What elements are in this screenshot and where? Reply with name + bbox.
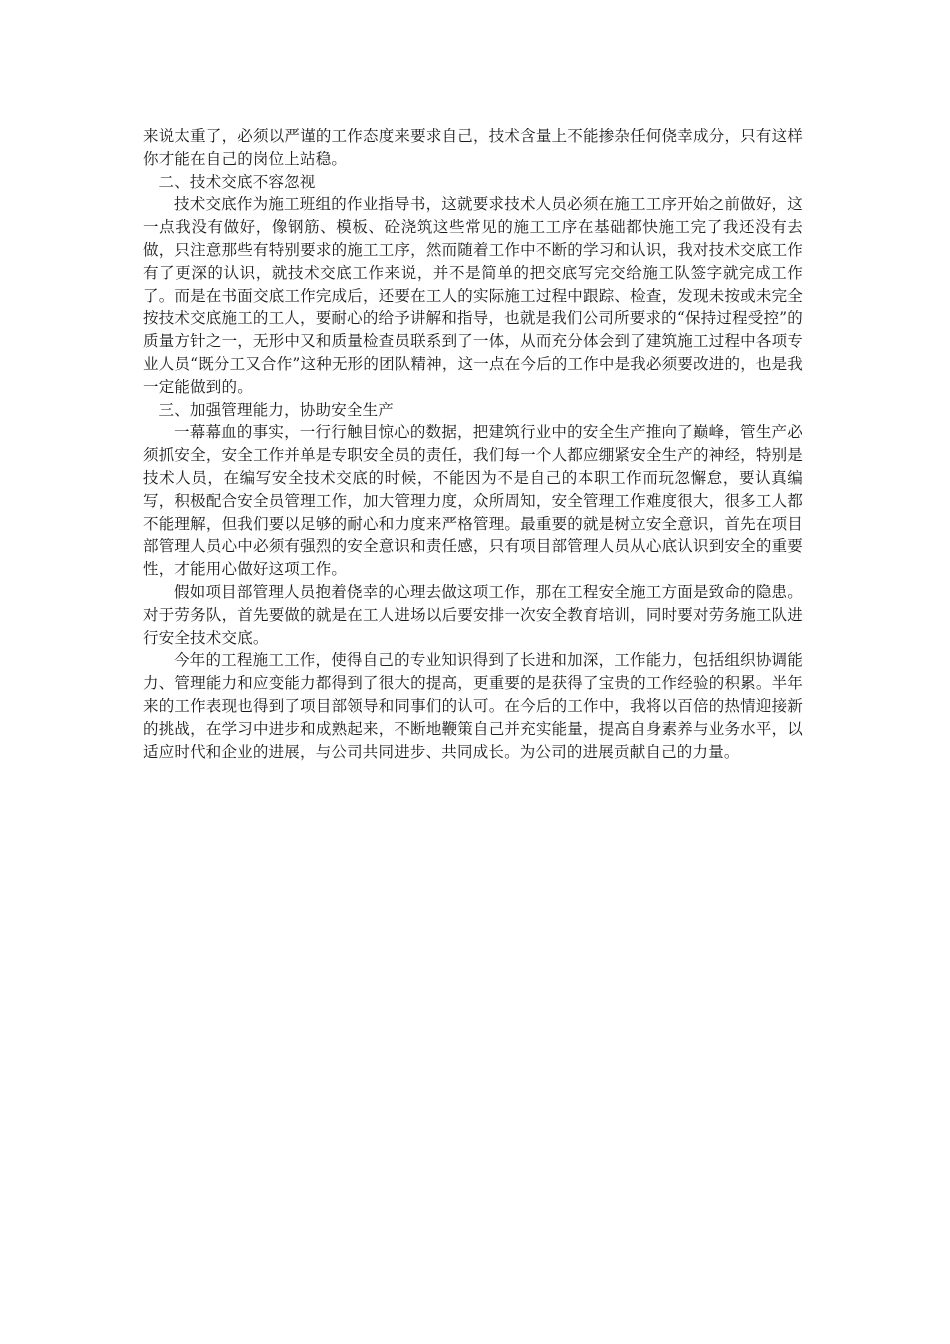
paragraph-continuation: 来说太重了，必须以严谨的工作态度来要求自己，技术含量上不能掺杂任何侥幸成分，只有这样你才能在自己的岗位上站稳。 (143, 127, 803, 168)
document-body (143, 125, 803, 763)
paragraph-safety-awareness: 一幕幕血的事实，一行行触目惊心的数据，把建筑行业中的安全生产推向了巅峰，管生产必须抓安全，安全工作并单是专职安全员的责任，我们每一个人都应绷紧安全生产的神经，特别是技术人员，在编写安全技术交底的时候，不能因为不是自己的本职工作而玩忽懈怠，要认真编写，积极配合安全员管理工作，加大管理力度，众所周知，安全管理工作难度很大，很多工人都不能理解，但我们要以足够的耐心和力度来严格管理。最重要的就是树立安全意识，首先在项目部管理人员心中必须有强烈的安全意识和责任感，只有项目部管理人员从心底认识到安全的重要性，才能用心做好这项工作。 (143, 423, 803, 579)
paragraph-annual-summary: 今年的工程施工工作，使得自己的专业知识得到了长进和加深，工作能力，包括组织协调能力、管理能力和应变能力都得到了很大的提高，更重要的是获得了宝贵的工作经验的积累。半年来的工作表现也得到了项目部领导和同事们的认可。在今后的工作中，我将以百倍的热情迎接新的挑战，在学习中进步和成熟起来，不断地鞭策自己并充实能量，提高自身素养与业务水平，以适应时代和企业的进展，与公司共同进步、共同成长。为公司的进展贡献自己的力量。 (143, 651, 803, 761)
section-heading-technical-disclosure: 二、技术交底不容忽视 (158, 172, 316, 191)
section-heading-safety-management: 三、加强管理能力，协助安全生产 (158, 400, 395, 419)
paragraph-labor-team-training: 假如项目部管理人员抱着侥幸的心理去做这项工作，那在工程安全施工方面是致命的隐患。对于劳务队，首先要做的就是在工人进场以后要安排一次安全教育培训，同时要对劳务施工队进行安全技术交底。 (143, 582, 803, 647)
paragraph-technical-disclosure: 技术交底作为施工班组的作业指导书，这就要求技术人员必须在施工工序开始之前做好，这一点我没有做好，像钢筋、模板、砼浇筑这些常见的施工工序在基础都快施工完了我还没有去做，只注意那些有特别要求的施工工序，然而随着工作中不断的学习和认识，我对技术交底工作有了更深的认识，就技术交底工作来说，并不是简单的把交底写完交给施工队签字就完成工作了。而是在书面交底工作完成后，还要在工人的实际施工过程中跟踪、检查，发现未按或未完全按技术交底施工的工人，要耐心的给予讲解和指导，也就是我们公司所要求的“保持过程受控”的质量方针之一，无形中又和质量检查员联系到了一体，从而充分体会到了建筑施工过程中各项专业人员“既分工又合作”这种无形的团队精神，这一点在今后的工作中是我必须要改进的，也是我一定能做到的。 (143, 195, 803, 396)
